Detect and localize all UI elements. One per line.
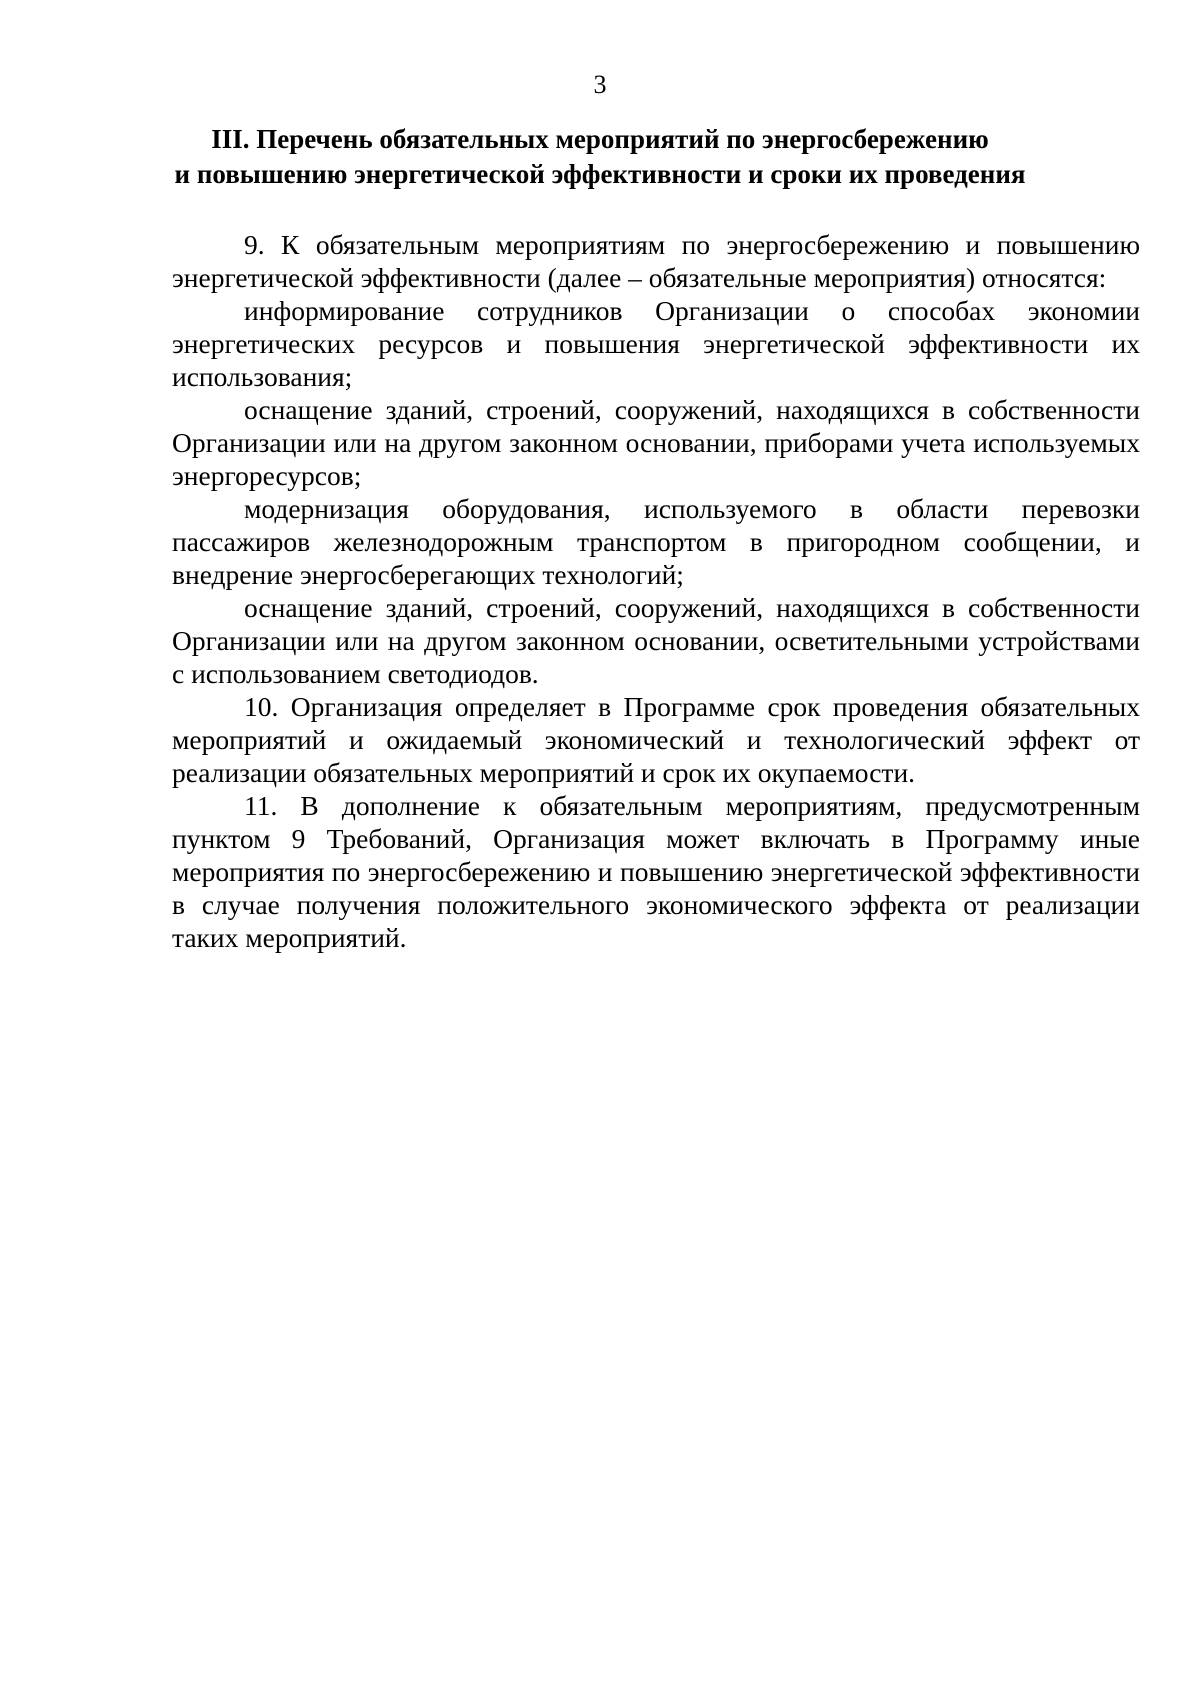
- paragraph-9-intro: 9. К обязательным мероприятиям по энергосбережению и повышению энергетической эффективности (далее – обязательные мероприятия) относятся:: [172, 229, 1140, 293]
- section-heading-line-1: III. Перечень обязательных мероприятий по энергосбережению: [211, 124, 989, 154]
- section-heading: [150, 122, 1050, 192]
- section-heading-line-2: и повышению энергетической эффективности и сроки их проведения: [174, 159, 1026, 189]
- list-item-led-lighting: оснащение зданий, строений, сооружений, находящихся в собственности Организации или на другом законном основании, осветительными устройствами с использованием светодиодов.: [172, 592, 1140, 689]
- page-number: 3: [593, 70, 607, 99]
- paragraph-10: 10. Организация определяет в Программе срок проведения обязательных мероприятий и ожидаемый экономический и технологический эффект от реализации обязательных мероприятий и срок их окупаемости.: [172, 691, 1140, 788]
- list-item-informing-staff: информирование сотрудников Организации о способах экономии энергетических ресурсов и повышения энергетической эффективности их использования;: [172, 295, 1140, 392]
- paragraph-11: 11. В дополнение к обязательным мероприятиям, предусмотренным пунктом 9 Требований, Организация может включать в Программу иные мероприятия по энергосбережению и повышению энергетической эффективности в случае получения положительного экономического эффекта от реализации таких мероприятий.: [172, 790, 1140, 953]
- document-body: [172, 228, 1140, 954]
- list-item-equipment-modernization: модернизация оборудования, используемого в области перевозки пассажиров железнодорожным транспортом в пригородном сообщении, и внедрение энергосберегающих технологий;: [172, 493, 1140, 590]
- list-item-metering-devices: оснащение зданий, строений, сооружений, находящихся в собственности Организации или на другом законном основании, приборами учета используемых энергоресурсов;: [172, 394, 1140, 491]
